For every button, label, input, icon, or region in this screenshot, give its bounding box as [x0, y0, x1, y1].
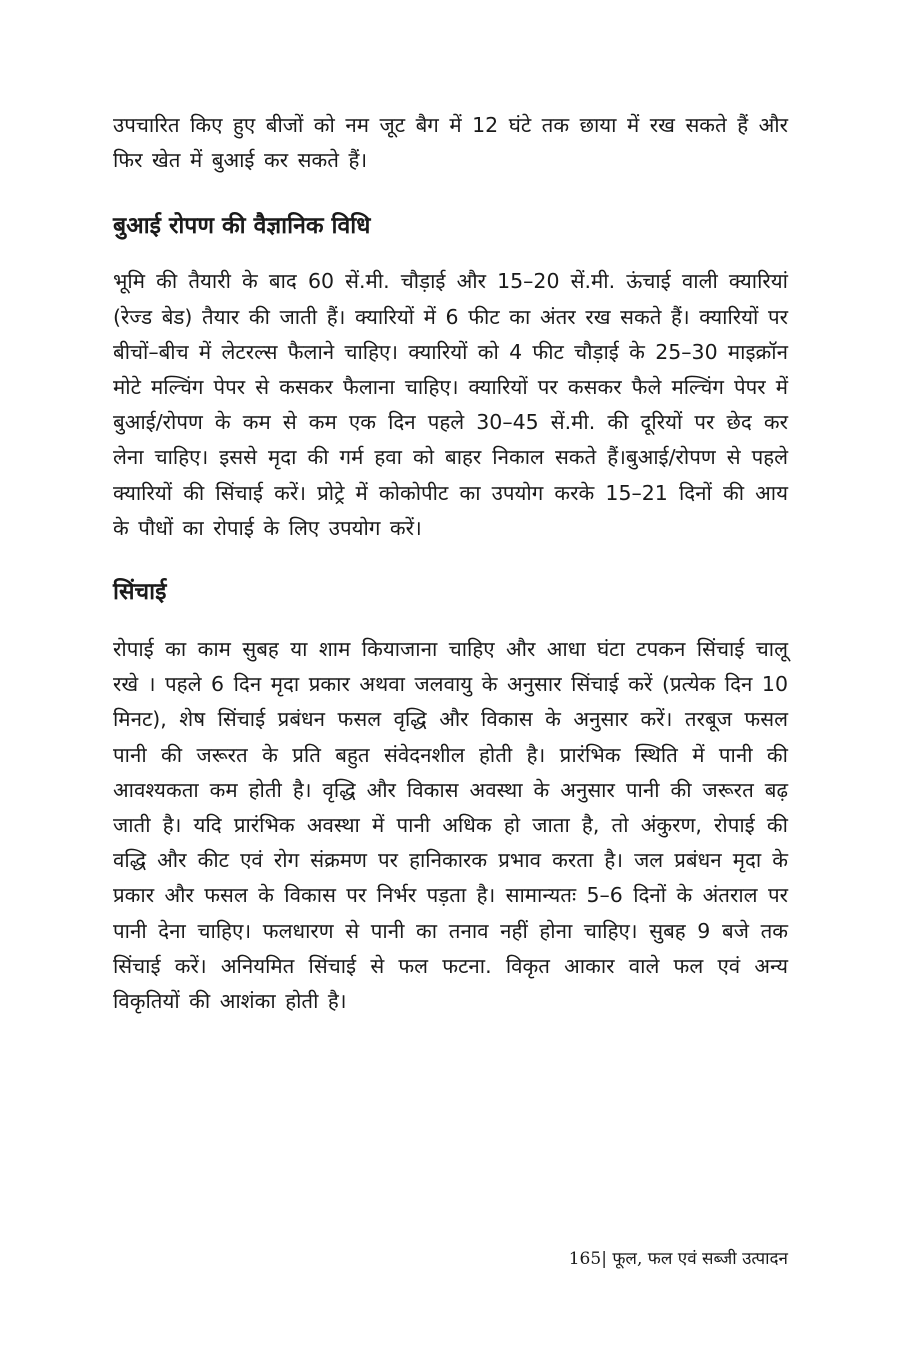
sowing-method-heading: बुआई रोपण की वैज्ञानिक विधि [113, 213, 371, 240]
irrigation-paragraph: रोपाई का काम सुबह या शाम कियाजाना चाहिए और आधा घंटा टपकन सिंचाई चालू रखे । पहले 6 दिन मृदा प्रकार अथवा जलवायु के अनुसार सिंचाई करें (प्रत्येक दिन 10 मिनट), शेष सिंचाई प्रबंधन फसल वृद्धि और विकास के अनुसार करें। तरबूज फसल पानी की जरूरत के प्रति बहुत संवेदनशील होती है। प्रारंभिक स्थिति में पानी की आवश्यकता कम होती है। वृद्धि और विकास अवस्था के अनुसार पानी की जरूरत बढ़ जाती है। यदि प्रारंभिक अवस्था में पानी अधिक हो जाता है, तो अंकुरण, रोपाई की वद्धि और कीट एवं रोग संक्रमण पर हानिकारक प्रभाव करता है। जल प्रबंधन मृदा के प्रकार और फसल के विकास पर निर्भर पड़ता है। सामान्यतः 5–6 दिनों के अंतराल पर पानी देना चाहिए। फलधारण से पानी का तनाव नहीं होना चाहिए। सुबह 9 बजे तक सिंचाई करें। अनियमित सिंचाई से फल फटना. विकृत आकार वाले फल एवं अन्य विकृतियों की आशंका होती है। [113, 637, 788, 1014]
page-number: 165 [568, 1249, 602, 1269]
sowing-method-paragraph: भूमि की तैयारी के बाद 60 सें.मी. चौड़ाई और 15–20 सें.मी. ऊंचाई वाली क्यारियां (रेज्ड बेड) तैयार की जाती हैं। क्यारियों में 6 फीट का अंतर रख सकते हैं। क्यारियों पर बीचों–बीच में लेटरल्स फैलाने चाहिए। क्यारियों को 4 फीट चौड़ाई के 25–30 माइक्रॉन मोटे मल्चिंग पेपर से कसकर फैलाना चाहिए। क्यारियों पर कसकर फैले मल्चिंग पेपर में बुआई/रोपण के कम से कम एक दिन पहले 30–45 सें.मी. की दूरियों पर छेद कर लेना चाहिए। इससे मृदा की गर्म हवा को बाहर निकाल सकते हैं।बुआई/रोपण से पहले क्यारियों की सिंचाई करें। प्रोट्रे में कोकोपीट का उपयोग करके 15–21 दिनों की आय के पौधों का रोपाई के लिए उपयोग करें। [113, 269, 788, 540]
book-title: फूल, फल एवं सब्जी उत्पादन [606, 1249, 788, 1269]
page-footer [569, 1248, 788, 1270]
footer-separator: | [601, 1249, 607, 1269]
irrigation-heading: सिंचाई [113, 579, 167, 606]
document-page [113, 108, 788, 1019]
intro-paragraph: उपचारित किए हुए बीजों को नम जूट बैग में 12 घंटे तक छाया में रख सकते हैं और फिर खेत में बुआई कर सकते हैं। [113, 113, 788, 173]
